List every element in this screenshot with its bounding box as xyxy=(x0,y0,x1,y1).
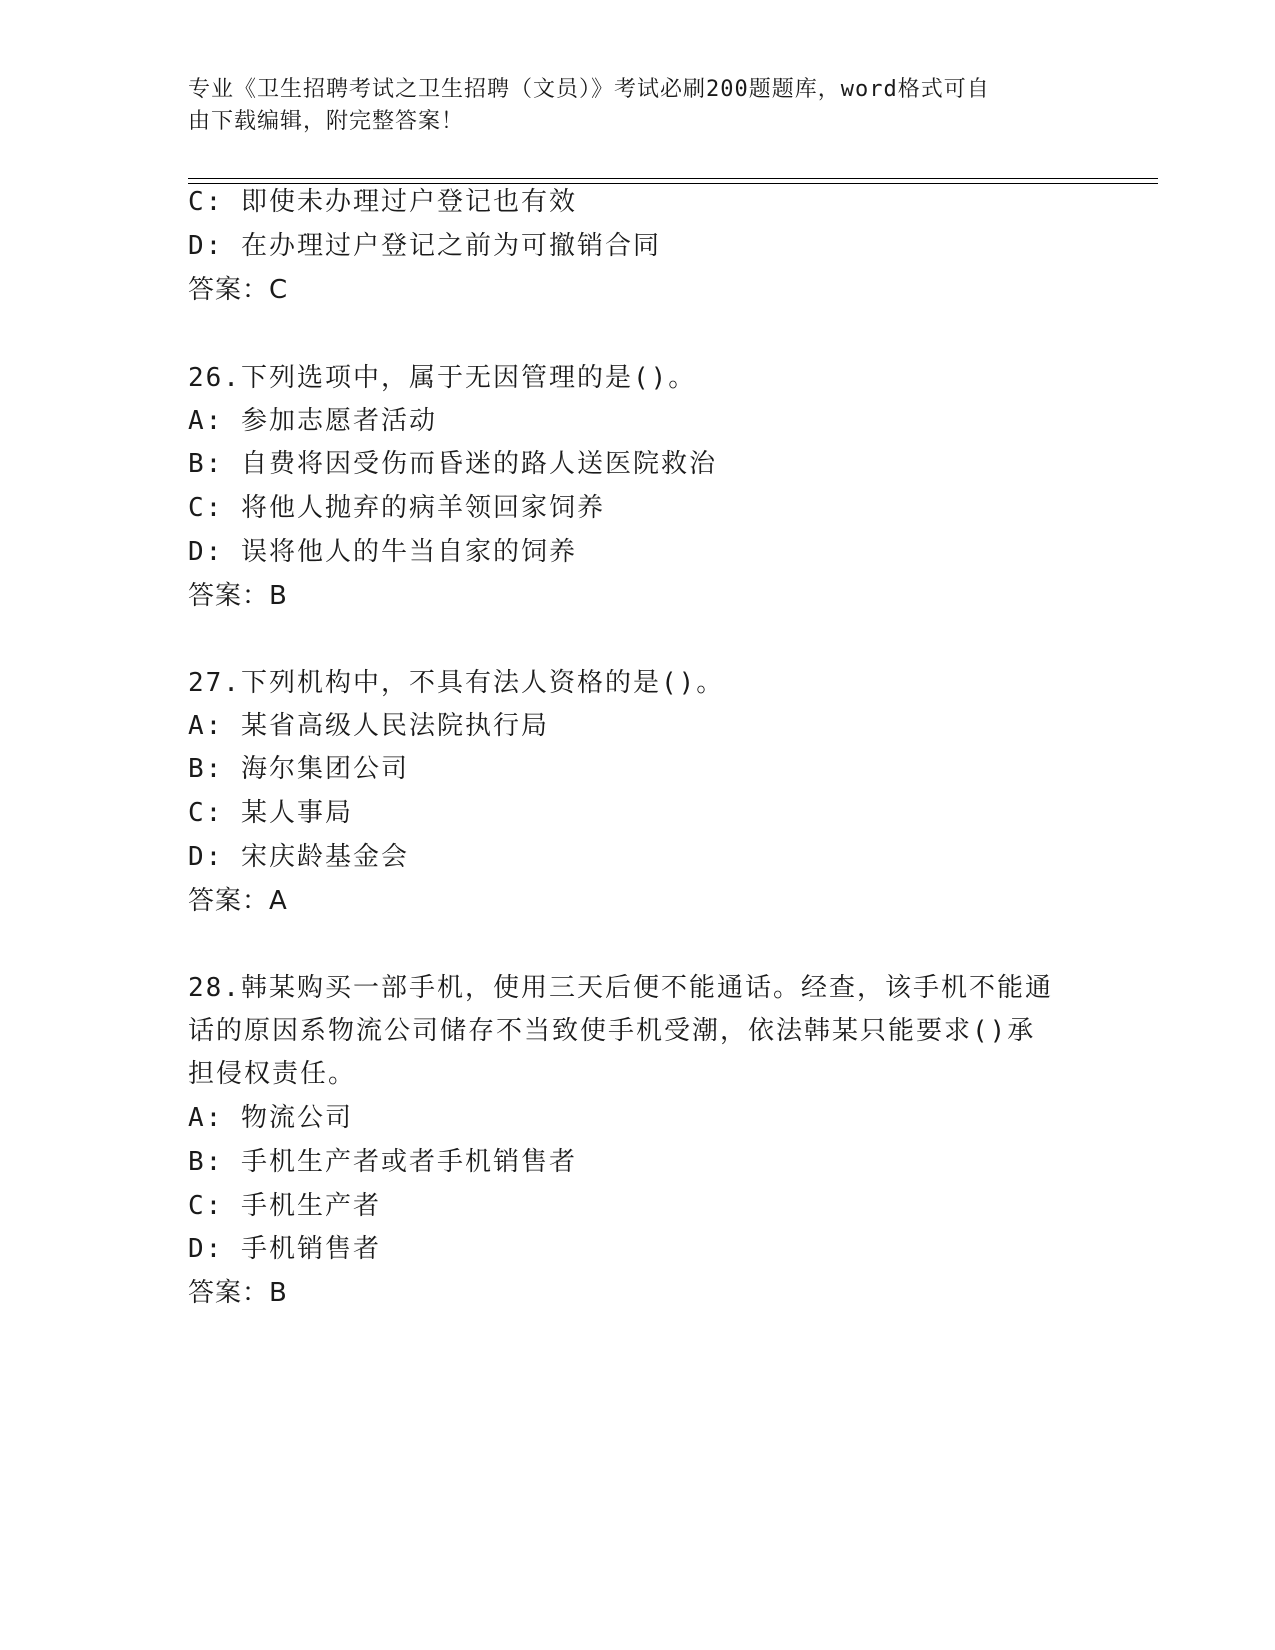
question-26-stem: 26.下列选项中，属于无因管理的是()。 xyxy=(188,363,697,393)
question-26-option-c: C: 将他人抛弃的病羊领回家饲养 xyxy=(188,493,605,523)
question-28-option-d: D: 手机销售者 xyxy=(188,1234,381,1264)
question-27-option-b: B: 海尔集团公司 xyxy=(188,754,409,784)
header-divider-top xyxy=(188,178,1158,179)
question-27-option-d: D: 宋庆龄基金会 xyxy=(188,842,409,872)
question-26-option-b: B: 自费将因受伤而昏迷的路人送医院救治 xyxy=(188,449,717,479)
document-header xyxy=(188,74,1088,138)
header-intro-line-2: 由下载编辑，附完整答案！ xyxy=(188,109,465,134)
question-28-option-c: C: 手机生产者 xyxy=(188,1191,381,1221)
header-divider-bottom xyxy=(188,183,1158,184)
question-27-option-a: A: 某省高级人民法院执行局 xyxy=(188,711,549,741)
question-25-option-c: C: 即使未办理过户登记也有效 xyxy=(188,187,577,217)
question-27-option-c: C: 某人事局 xyxy=(188,798,353,828)
question-27-answer: 答案：A xyxy=(188,886,288,916)
question-28-option-b: B: 手机生产者或者手机销售者 xyxy=(188,1147,577,1177)
question-28-answer: 答案：B xyxy=(188,1278,288,1308)
question-28-stem-line-3: 担侵权责任。 xyxy=(188,1059,357,1089)
question-28-stem-line-1: 28.韩某购买一部手机，使用三天后便不能通话。经查，该手机不能通 xyxy=(188,973,1053,1003)
question-26-option-a: A: 参加志愿者活动 xyxy=(188,406,437,436)
question-26-option-d: D: 误将他人的牛当自家的饲养 xyxy=(188,537,577,567)
question-28-stem-line-2: 话的原因系物流公司储存不当致使手机受潮，依法韩某只能要求()承 xyxy=(188,1016,1036,1046)
question-27-stem: 27.下列机构中，不具有法人资格的是()。 xyxy=(188,668,725,698)
question-25-option-d: D: 在办理过户登记之前为可撤销合同 xyxy=(188,231,661,261)
header-intro-line-1: 专业《卫生招聘考试之卫生招聘（文员）》考试必刷200题题库，word格式可自 xyxy=(188,77,990,102)
question-28-option-a: A: 物流公司 xyxy=(188,1103,353,1133)
question-26-answer: 答案：B xyxy=(188,581,288,611)
question-25-answer: 答案：C xyxy=(188,275,289,305)
